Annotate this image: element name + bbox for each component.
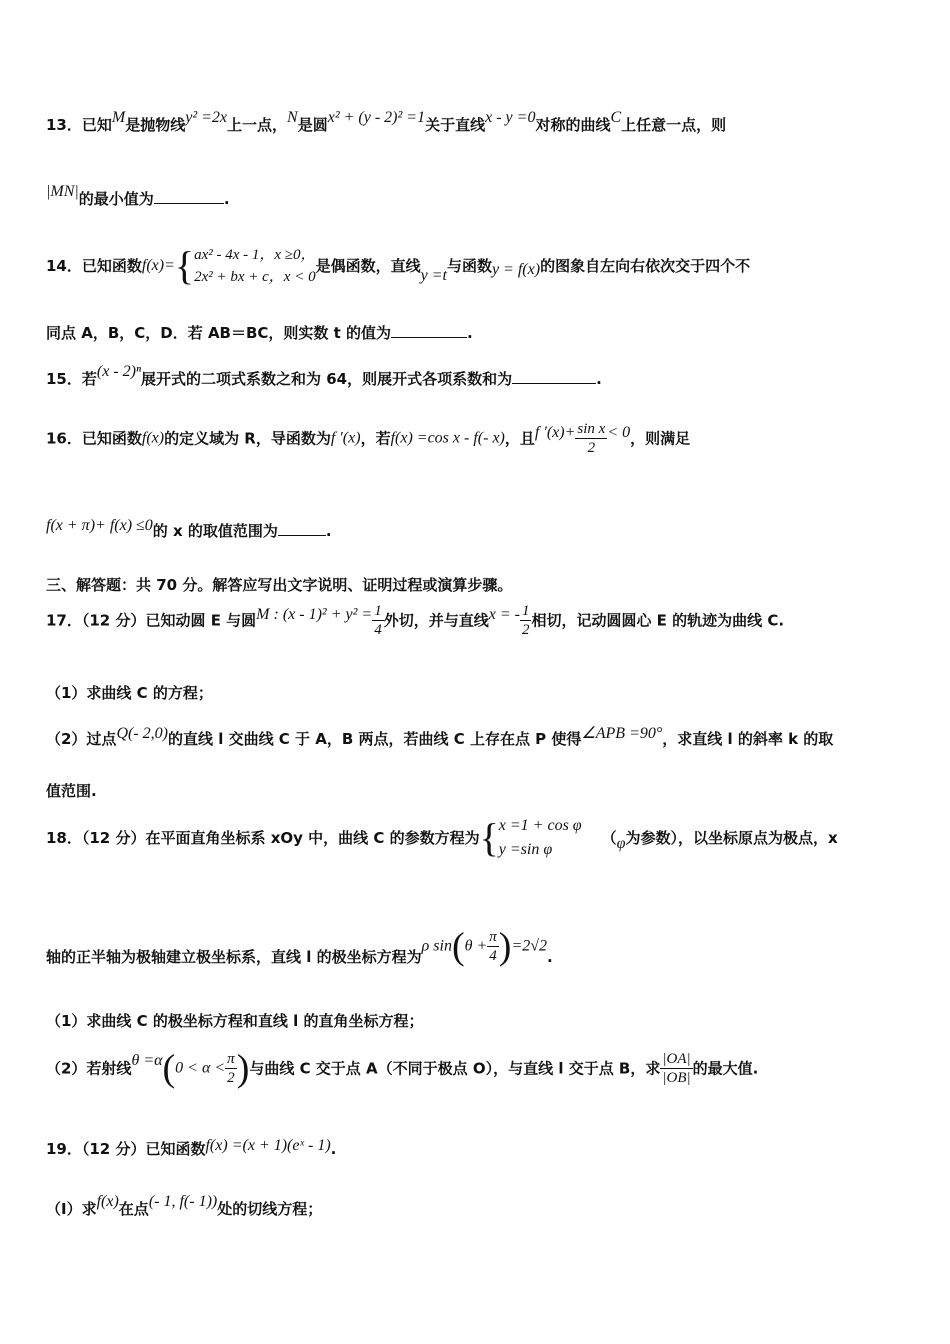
answer-blank [154,189,224,204]
system-brace: { [479,815,499,860]
math-line: x - y =0 [485,109,536,126]
q17-part1: （1）求曲线 C 的方程； [46,684,213,702]
math-yfx: y = f(x) [491,261,541,278]
answer-blank [512,369,596,384]
q14-line2: 同点 A，B，C，D．若 AB＝BC，则实数 t 的值为 . [46,324,473,342]
answer-blank [391,323,467,338]
fraction-oa-ob: $\frac{|OA|}{|OB|}$ [662,1051,691,1086]
q18-line1: 18．（12 分）在平面直角坐标系 xOy 中，曲线 C 的参数方程为{ x =1 + cos φ y =sin φ （φ为参数），以坐标原点为极点，x [46,815,838,860]
math-angle: ∠APB =90° [581,725,663,742]
q19-part1: （Ⅰ）求f(x)在点(- 1, f(- 1))处的切线方程； [46,1193,323,1218]
q18-part2: （2）若射线θ =α(0 < α < $\frac{\pi}{2}$ )与曲线 C 交于点 A（不同于极点 O），与直线 l 交于点 B，求 $\frac{|OA|}{|OB|}$ 的最大值. [46,1047,759,1090]
fraction-1-4: $\frac{1}{4}$ [374,603,382,638]
math-M: M [111,109,126,126]
q13-line2: |MN|的最小值为 . [46,183,230,208]
q18-part1: （1）求曲线 C 的极坐标方程和直线 l 的直角坐标方程； [46,1012,424,1030]
math-C: C [610,109,622,126]
math-circle-M: M : (x - 1)² + y² = [256,605,373,623]
q17-line1: 17．（12 分）已知动圆 E 与圆M : (x - 1)² + y² = $\frac{1}{4}$ 外切，并与直线x = - $\frac{1}{2}$ 相切，记动圆圆心 E 的轨迹为曲线 C. [46,603,785,638]
q19-line1: 19．（12 分）已知函数f(x) =(x + 1)(eˣ - 1). [46,1137,337,1158]
fraction-pi-2: $\frac{\pi}{2}$ [227,1051,235,1086]
piecewise-brace: { [174,243,195,288]
q16-line1: 16．已知函数f(x)的定义域为 R，导函数为f ′(x)，若f(x) =cos x - f(- x)，且f ′(x)+ $\frac{\text{sin x}}{2}$ < 0，则满足 [46,421,691,456]
q18-line2: 轴的正半轴为极轴建立极坐标系，直线 l 的极坐标方程为ρ sin(θ + $\frac{\pi}{4}$ )=2√2. [46,925,553,968]
math-x-line: x = - [488,605,520,623]
math-ray: θ =α [131,1051,163,1069]
math-point-Q: Q(- 2,0) [116,725,168,742]
q14-line1: 14．已知函数f(x)={ ax² - 4x - 1，x ≥0， 2x² + bx + c，x < 0 是偶函数，直线y =t与函数y = f(x)的图象自左向右依次交于四个不 [46,243,751,288]
math-point: (- 1, f(- 1)) [148,1193,218,1210]
math-N: N [287,109,298,126]
q17-part2-cont: 值范围. [46,782,97,800]
math-circle: x² + (y - 2)² =1 [327,109,426,126]
fraction-sinx-over-2: $\frac{\text{sin x}}{2}$ [577,421,606,456]
math-binomial: (x - 2)ⁿ [96,363,141,380]
answer-blank [278,521,326,536]
math-inequality: f(x + π)+ f(x) ≤0 [46,517,153,534]
q13-line1: 13．已知M是抛物线y² =2x上一点，N是圆x² + (y - 2)² =1关于直线x - y =0对称的曲线C上任意一点，则 [46,109,727,134]
math-fx: f(x) [141,429,165,447]
math-parabola: y² =2x [185,109,228,126]
math-function: f(x) =(x + 1)(eˣ - 1) [205,1137,331,1154]
parametric-system: x =1 + cos φ y =sin φ [498,817,582,858]
math-polar: ρ sin [421,937,452,955]
q15-line: 15．若(x - 2)ⁿ展开式的二项式系数之和为 64，则展开式各项系数和为 . [46,363,602,388]
fraction-1-2: $\frac{1}{2}$ [521,603,530,638]
section-heading: 三、解答题：共 70 分。解答应写出文字说明、证明过程或演算步骤。 [46,576,513,594]
q16-line2: f(x + π)+ f(x) ≤0的 x 的取值范围为 . [46,517,332,540]
math-condition: f(x) =cos x - f(- x) [390,429,505,447]
math-fx: f(x)= [141,257,175,274]
math-mn: |MN| [46,183,79,200]
piecewise-cases: ax² - 4x - 1，x ≥0， 2x² + bx + c，x < 0 [194,247,316,285]
math-fprime: f ′(x) [330,429,361,447]
math-fx: f(x) [96,1193,119,1210]
math-yt: y =t [420,267,447,284]
fraction-pi-4: $\frac{\pi}{4}$ [489,929,497,964]
q17-part2: （2）过点Q(- 2,0)的直线 l 交曲线 C 于 A，B 两点，若曲线 C 上存在点 P 使得∠APB =90°，求直线 l 的斜率 k 的取 [46,725,834,748]
